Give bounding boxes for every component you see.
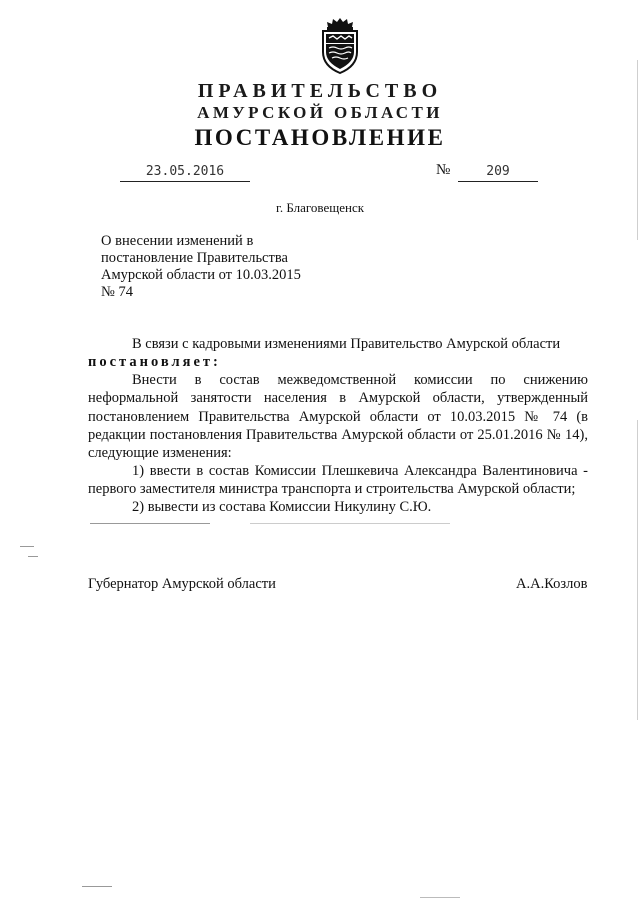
scan-artifact [20,546,34,547]
body-paragraph-main: Внести в состав межведомственной комиссии по снижению неформальной занятости населения в Амурской области, утвержденный постановлением Правительства Амурской области от 10.03.2015 № 74 (в редакции постановления Правительства Амурской области от 25.01.2016 № 14), следующие изменения: [88,372,588,462]
subject-line: постановление Правительства [101,250,288,266]
scan-artifact [420,897,460,898]
city: г. Благовещенск [275,200,365,215]
document-type: ПОСТАНОВЛЕНИЕ [194,125,446,150]
signatory-title: Губернатор Амурской области [88,576,276,592]
subject-line: № 74 [101,284,133,300]
scan-artifact [250,523,450,524]
scan-edge [637,60,638,240]
scan-edge [637,420,638,720]
document-date: 23.05.2016 [120,164,250,182]
signatory-name: А.А.Козлов [516,576,588,592]
scan-artifact [82,886,112,887]
body-resolves: постановляет: [88,354,221,370]
subject-line: О внесении изменений в [101,233,254,249]
body-paragraph-intro: В связи с кадровыми изменениями Правительство Амурской области [132,336,561,352]
number-label: № [436,162,451,178]
scan-artifact [90,523,210,524]
body-item-2: 2) вывести из состава Комиссии Никулину С.Ю. [132,499,432,515]
org-name-line1: ПРАВИТЕЛЬСТВО [197,80,443,102]
document-subject [101,233,381,301]
org-name-line2: АМУРСКОЙ ОБЛАСТИ [197,103,443,122]
document-number: 209 [458,164,538,182]
body-item-1: 1) ввести в состав Комиссии Плешкевича Александра Валентиновича - первого заместителя министра транспорта и строительства Амурской области; [88,463,588,498]
scan-artifact [28,556,38,557]
subject-line: Амурской области от 10.03.2015 [101,267,301,283]
coat-of-arms-icon [317,16,363,76]
